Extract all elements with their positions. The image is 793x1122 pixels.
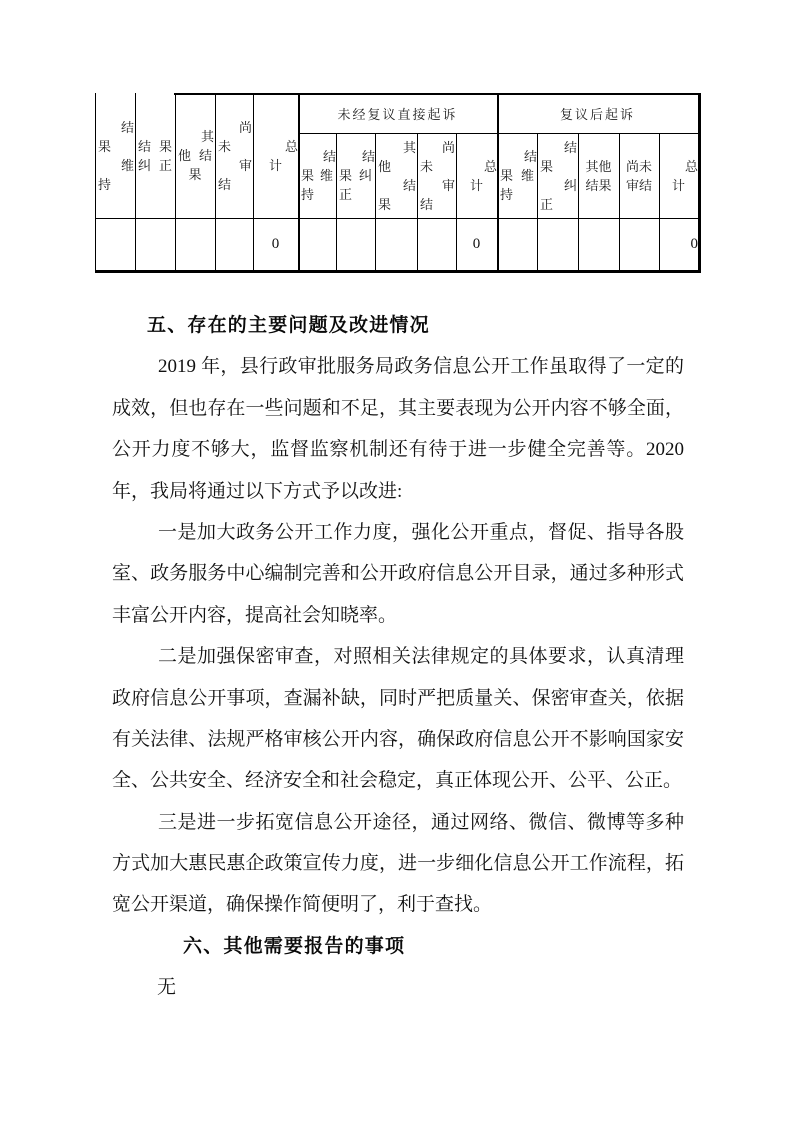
- header-text-line: 果纠: [339, 168, 372, 183]
- header-text-line: 未: [420, 158, 434, 174]
- section-heading-6: 六、其他需要报告的事项: [183, 935, 406, 957]
- data-cell-result-corrected: [135, 218, 175, 270]
- data-cell-other-result: [175, 218, 215, 270]
- table-border-vertical: [95, 93, 96, 270]
- table-border-vertical: [698, 93, 701, 273]
- paragraph-line: 三是进一步拓宽信息公开途径，通过网络、微信、微博等多种: [158, 811, 684, 833]
- header-text-line: 其: [402, 139, 416, 155]
- header-text-line: 计: [671, 177, 685, 193]
- header-text-line: 结: [218, 176, 232, 192]
- paragraph-line: 公开力度不够大，监督监察机制还有待于进一步健全完善等。2020: [112, 439, 684, 461]
- header-text-line: 尚: [441, 139, 455, 155]
- paragraph-line: 全、公共安全、经济安全和社会稳定，真正体现公开、公平、公正。: [112, 770, 683, 792]
- table-border-horizontal: [95, 218, 700, 219]
- header-cell-total: [253, 93, 298, 218]
- data-cell-direct-result-upheld: [298, 218, 336, 270]
- data-cell-review-other-result: [578, 218, 619, 270]
- paragraph-line: 宽公开渠道，确保操作简便明了，利于查找。: [112, 894, 493, 916]
- header-cell-other-result: [175, 93, 215, 218]
- header-cell-direct-not-yet-concluded: [417, 133, 456, 218]
- data-cell-review-total: [659, 218, 698, 270]
- data-cell-direct-other-result: [375, 218, 417, 270]
- data-cell-review-not-yet-concluded: [619, 218, 659, 270]
- header-text-line: 持: [98, 176, 112, 192]
- header-text-line: 计: [268, 157, 282, 173]
- header-cell-review-other-result: [578, 133, 619, 218]
- paragraph-line: 方式加大惠民惠企政策宣传力度，进一步细化信息公开工作流程，拓: [112, 853, 684, 875]
- table-border-vertical: [375, 133, 376, 270]
- header-text-line: 果: [98, 138, 112, 154]
- header-text-line: 结: [402, 177, 416, 193]
- header-text-line: 结果: [138, 138, 172, 154]
- header-text-line: 结: [120, 119, 134, 135]
- header-text-line: 果维: [500, 168, 534, 183]
- header-text-line: 其: [200, 129, 214, 144]
- data-cell-value-total: 0: [271, 235, 280, 252]
- data-cell-value-review-total: 0: [690, 235, 698, 252]
- table-border-vertical: [619, 133, 620, 270]
- paragraph-line: 一是加大政务公开工作力度，强化公开重点，督促、指导各股: [158, 521, 684, 543]
- header-cell-direct-result-corrected: [336, 133, 375, 218]
- table-border-vertical: [298, 93, 300, 270]
- data-cell-review-result-upheld: [497, 218, 537, 270]
- table-border-vertical: [497, 93, 499, 270]
- table-border-vertical: [175, 93, 176, 270]
- header-text-line: 结果: [585, 177, 612, 193]
- header-text-line: 审结: [625, 177, 652, 193]
- header-text-line: 其他: [585, 158, 612, 174]
- table-border-vertical: [336, 133, 337, 270]
- header-text-line: 尚: [238, 119, 252, 135]
- table-border-vertical: [253, 93, 254, 270]
- header-text-line: 持: [500, 187, 514, 202]
- header-cell-result-upheld: [95, 93, 135, 218]
- table-border-vertical: [215, 93, 216, 270]
- paragraph-line: 成效，但也存在一些问题和不足，其主要表现为公开内容不够全面，: [112, 397, 684, 419]
- header-text-line: 尚未: [625, 158, 652, 174]
- header-text-line: 结: [361, 149, 375, 164]
- paragraph-line: 政府信息公开事项，查漏补缺，同时严把质量关、保密审查关，依据: [112, 687, 684, 709]
- header-cell-review-total: [659, 133, 698, 218]
- data-cell-direct-total: [456, 218, 497, 270]
- header-text-line: 纠正: [138, 157, 172, 173]
- data-cell-direct-result-corrected: [336, 218, 375, 270]
- header-cell-not-yet-concluded: [215, 93, 253, 218]
- header-text-line: 他: [378, 158, 392, 174]
- header-text-line: 总: [684, 158, 698, 174]
- paragraph-line: 丰富公开内容，提高社会知晓率。: [112, 604, 398, 626]
- data-cell-not-yet-concluded: [215, 218, 253, 270]
- paragraph-line: 室、政务服务中心编制完善和公开政府信息公开目录，通过多种形式: [112, 563, 684, 585]
- header-text-line: 未: [218, 138, 232, 154]
- header-text-line: 持: [301, 187, 315, 202]
- document-body: [112, 305, 684, 1009]
- data-cell-value-direct-total: 0: [472, 235, 481, 252]
- header-text-line: 结: [563, 139, 577, 155]
- table-border-vertical: [417, 133, 418, 270]
- header-text-line: 纠: [563, 177, 577, 193]
- header-text-line: 计: [469, 177, 483, 193]
- header-cell-review-result-corrected: [537, 133, 578, 218]
- header-text-line: 结: [420, 196, 434, 212]
- data-cell-direct-not-yet-concluded: [417, 218, 456, 270]
- table-border-horizontal: [298, 133, 700, 134]
- header-text-line: 总: [483, 158, 497, 174]
- table-border-vertical: [578, 133, 579, 270]
- table-border-vertical: [659, 133, 660, 270]
- table-border-vertical: [456, 133, 457, 270]
- paragraph-line: 年，我局将通过以下方式予以改进:: [112, 480, 403, 502]
- header-text-line: 审: [441, 177, 455, 193]
- header-text-line: 正: [339, 187, 353, 202]
- paragraph-line: 2019 年，县行政审批服务局政务信息公开工作虽取得了一定的: [158, 356, 684, 378]
- group-header-lawsuit-after-review: 复议后起诉: [559, 106, 635, 122]
- data-cell-review-result-corrected: [537, 218, 578, 270]
- header-text-line: 果: [378, 196, 392, 212]
- header-text-line: 果: [540, 158, 554, 174]
- header-cell-direct-other-result: [375, 133, 417, 218]
- header-text-line: 果维: [301, 168, 333, 183]
- disclosure-statistics-table: [95, 93, 707, 283]
- table-border-vertical: [135, 93, 136, 270]
- header-text-line: 果: [188, 167, 202, 182]
- header-cell-review-result-upheld: [497, 133, 537, 218]
- paragraph-line: 二是加强保密审查，对照相关法律规定的具体要求，认真清理: [158, 646, 684, 668]
- header-text-line: 审: [238, 157, 252, 173]
- header-text-line: 结: [322, 149, 336, 164]
- paragraph-line: 有关法律、法规严格审核公开内容，确保政府信息公开不影响国家安: [112, 728, 684, 750]
- header-cell-direct-result-upheld: [298, 133, 336, 218]
- table-border-horizontal: [95, 270, 701, 273]
- paragraph-line: 无: [157, 977, 177, 999]
- header-cell-direct-total: [456, 133, 497, 218]
- header-text-line: 正: [540, 196, 554, 212]
- header-text-line: 结: [523, 149, 537, 164]
- table-border-vertical: [537, 133, 538, 270]
- header-text-line: 他结: [178, 148, 212, 163]
- header-cell-review-not-yet-concluded: [619, 133, 659, 218]
- data-cell-total: [253, 218, 298, 270]
- data-cell-result-upheld: [95, 218, 135, 270]
- section-heading-5: 五、存在的主要问题及改进情况: [147, 315, 430, 336]
- header-cell-result-corrected: [135, 93, 175, 218]
- header-text-line: 总: [284, 138, 298, 154]
- group-header-direct-lawsuit: 未经复议直接起诉: [337, 106, 458, 122]
- header-text-line: 维: [120, 157, 134, 173]
